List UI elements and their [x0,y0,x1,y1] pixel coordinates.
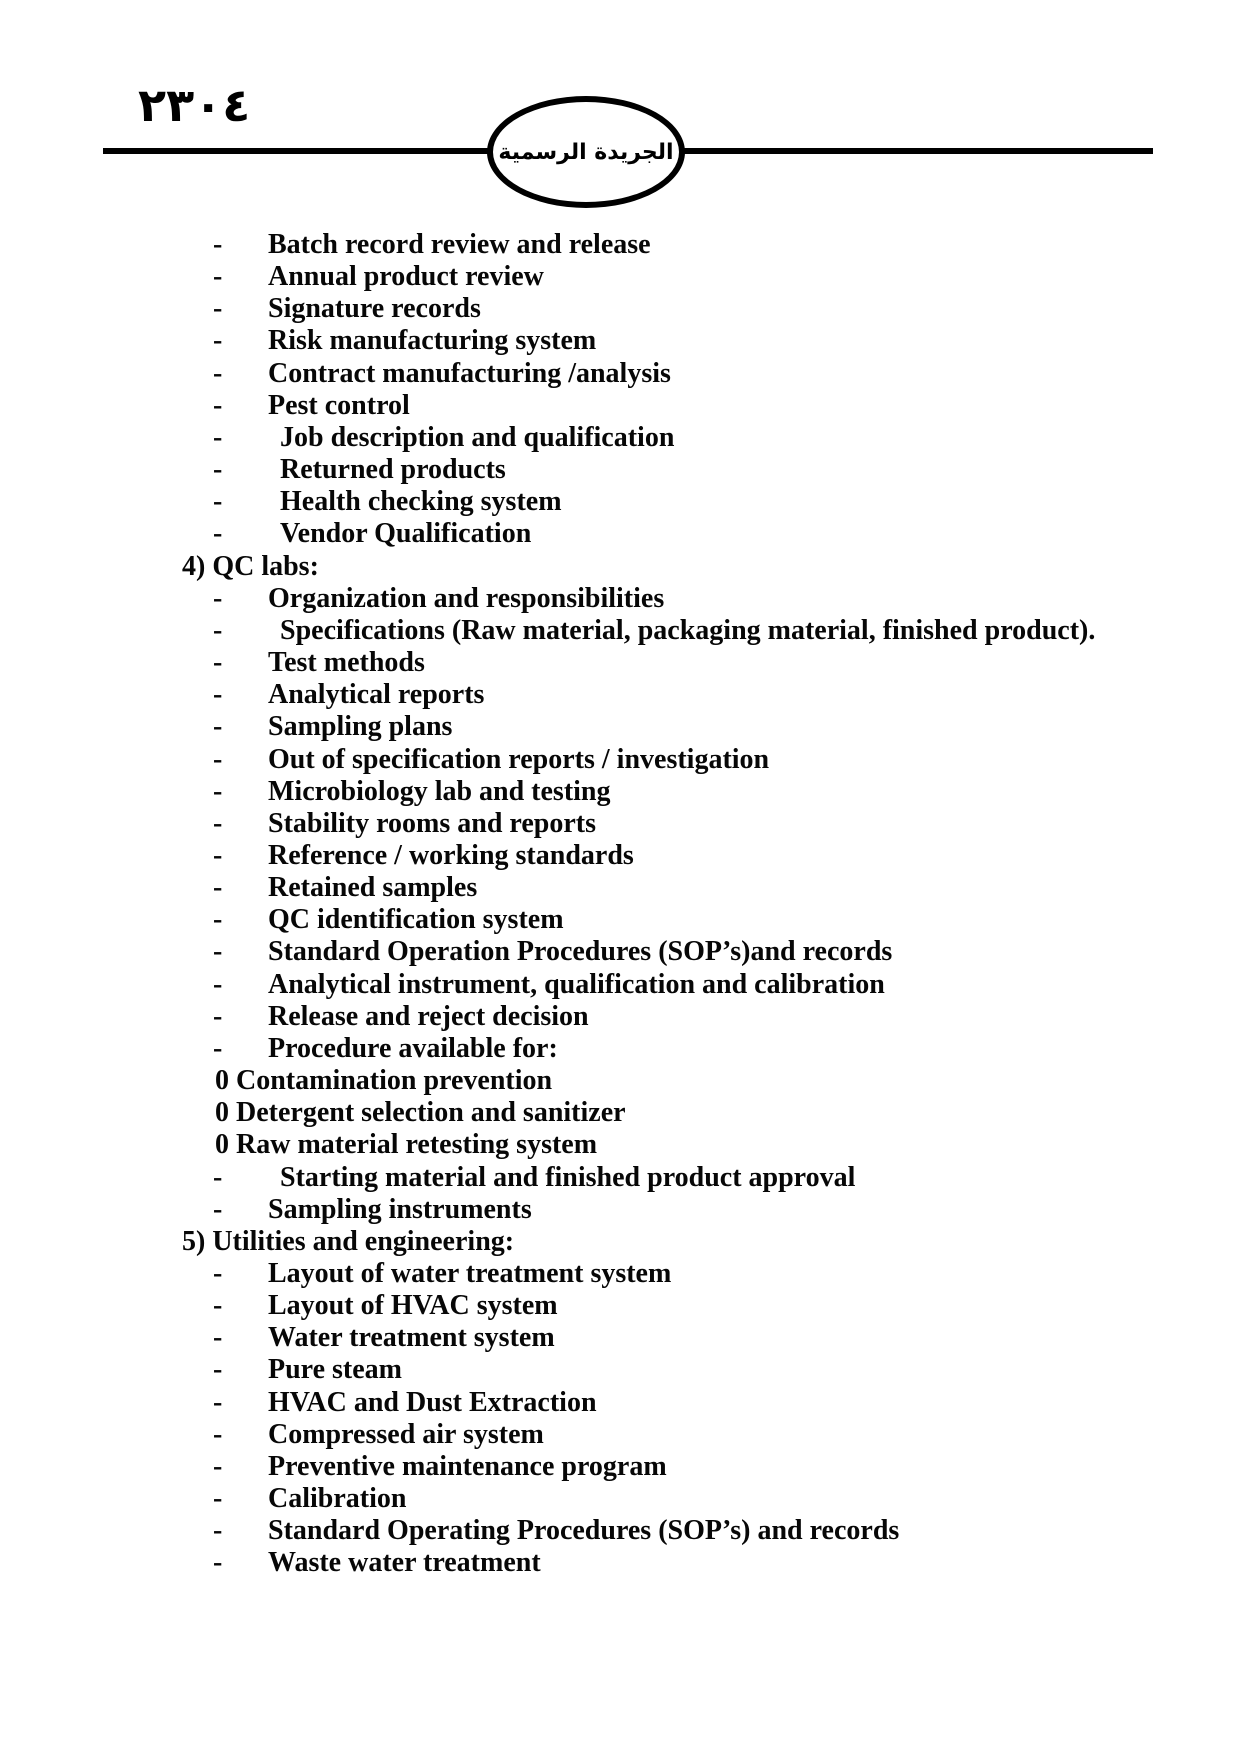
list-item [0,454,1241,486]
list-item [0,904,1241,936]
list-item-text: Analytical instrument, qualification and calibration [268,968,885,1000]
dash-bullet: - [213,968,223,1000]
zero-bullet: 0 [215,1097,229,1129]
list-item [0,840,1241,872]
list-item [0,1001,1241,1033]
dash-bullet: - [213,1547,223,1579]
list-item [0,293,1241,325]
dash-bullet: - [213,454,223,486]
list-item-text: Health checking system [280,486,562,518]
dash-bullet: - [213,1483,223,1515]
list-item [0,776,1241,808]
dash-bullet: - [213,872,223,904]
list-item-text: Pure steam [268,1354,402,1386]
list-item-text: Release and reject decision [268,1000,589,1032]
list-item-text: Procedure available for: [268,1032,558,1064]
dash-bullet: - [213,1258,223,1289]
dash-bullet: - [213,1161,223,1193]
list-item-text: Starting material and finished product approval [280,1161,856,1193]
list-item [0,744,1241,776]
list-item-text: Organization and responsibilities [268,582,665,614]
list-item-text: Job description and qualification [280,421,675,453]
dash-bullet: - [213,229,223,260]
dash-bullet: - [213,357,223,389]
list-item [0,486,1241,518]
list-item [0,1515,1241,1547]
list-item-text: Vendor Qualification [280,518,532,550]
list-item [0,358,1241,390]
list-item-text: Test methods [268,647,425,679]
dash-bullet: - [213,775,223,807]
list-item [0,969,1241,1001]
dash-bullet: - [213,647,223,679]
dash-bullet: - [213,1193,223,1225]
list-item [0,647,1241,679]
dash-bullet: - [213,743,223,775]
list-item-text: Waste water treatment [268,1547,541,1579]
list-item [0,1033,1241,1065]
list-item-text: Microbiology lab and testing [268,775,611,807]
list-item [215,1097,1241,1129]
list-item-text: Stability rooms and reports [268,807,596,839]
list-item [0,261,1241,293]
list-item-text: Annual product review [268,261,544,293]
list-item [0,1162,1241,1194]
dash-bullet: - [213,1418,223,1450]
list-item-text: Layout of HVAC system [268,1290,558,1322]
page-number: ٢٣٠٤ [138,78,251,132]
zero-bullet: 0 [215,1065,229,1097]
list-item [0,679,1241,711]
dash-bullet: - [213,1000,223,1032]
list-item [0,229,1241,261]
list-item [0,1483,1241,1515]
dash-bullet: - [213,1515,223,1547]
list-item-text: HVAC and Dust Extraction [268,1386,597,1418]
dash-bullet: - [213,582,223,614]
dash-bullet: - [213,1386,223,1418]
list-item-text: Risk manufacturing system [268,325,597,357]
list-item-text: Sampling instruments [268,1193,532,1225]
dash-bullet: - [213,1322,223,1354]
list-item [0,872,1241,904]
list-item-text: Compressed air system [268,1418,544,1450]
list-item-text: QC identification system [268,904,564,936]
dash-bullet: - [213,839,223,871]
list-item [0,1322,1241,1354]
dash-bullet: - [213,679,223,711]
dash-bullet: - [213,486,223,518]
list-item-text: Layout of water treatment system [268,1258,672,1289]
dash-bullet: - [213,1450,223,1482]
list-item [0,1258,1241,1290]
list-item-text: Signature records [268,293,481,325]
list-item-text: Standard Operating Procedures (SOP’s) and records [268,1515,900,1547]
list-item [0,1354,1241,1386]
dash-bullet: - [213,614,223,646]
list-item [0,1290,1241,1322]
list-item-text: Preventive maintenance program [268,1450,667,1482]
list-item-text: Batch record review and release [268,229,651,260]
list-item-text: Reference / working standards [268,839,634,871]
list-item-text: Contract manufacturing /analysis [268,357,671,389]
list-item [0,1387,1241,1419]
list-item [0,1547,1241,1579]
dash-bullet: - [213,711,223,743]
dash-bullet: - [213,904,223,936]
list-item-text: Specifications (Raw material, packaging material, finished product). [280,614,1096,646]
dash-bullet: - [213,807,223,839]
list-item [0,1419,1241,1451]
zero-bullet: 0 [215,1129,229,1161]
section-heading: 4) QC labs: [182,550,319,582]
list-item-text: Standard Operation Procedures (SOP’s)and records [268,936,893,968]
list-item [0,422,1241,454]
dash-bullet: - [213,293,223,325]
dash-bullet: - [213,421,223,453]
list-item [0,390,1241,422]
list-item [0,518,1241,550]
list-item-text: Retained samples [268,872,478,904]
gazette-title: الجريدة الرسمية [498,139,674,165]
dash-bullet: - [213,518,223,550]
list-item [215,1129,1241,1161]
list-item-text: Analytical reports [268,679,485,711]
list-item-text: Calibration [268,1483,407,1515]
dash-bullet: - [213,936,223,968]
list-item-text: Sampling plans [268,711,453,743]
list-item-text: Raw material retesting system [236,1129,598,1161]
dash-bullet: - [213,1290,223,1322]
list-item [0,808,1241,840]
dash-bullet: - [213,389,223,421]
dash-bullet: - [213,1032,223,1064]
list-item [0,583,1241,615]
list-item [0,1451,1241,1483]
dash-bullet: - [213,1354,223,1386]
list-item-text: Detergent selection and sanitizer [236,1097,626,1129]
dash-bullet: - [213,261,223,293]
document-body [0,229,1241,1580]
list-item-text: Water treatment system [268,1322,555,1354]
dash-bullet: - [213,325,223,357]
list-item [0,325,1241,357]
list-item-text: Returned products [280,454,506,486]
list-item-text: Pest control [268,389,410,421]
list-item [0,936,1241,968]
gazette-oval-badge [487,96,685,208]
list-item [0,711,1241,743]
list-item [215,1065,1241,1097]
list-item [0,615,1241,647]
list-item [0,1194,1241,1226]
section-heading: 5) Utilities and engineering: [182,1225,515,1257]
list-item-text: Contamination prevention [236,1065,553,1097]
list-item-text: Out of specification reports / investigation [268,743,770,775]
